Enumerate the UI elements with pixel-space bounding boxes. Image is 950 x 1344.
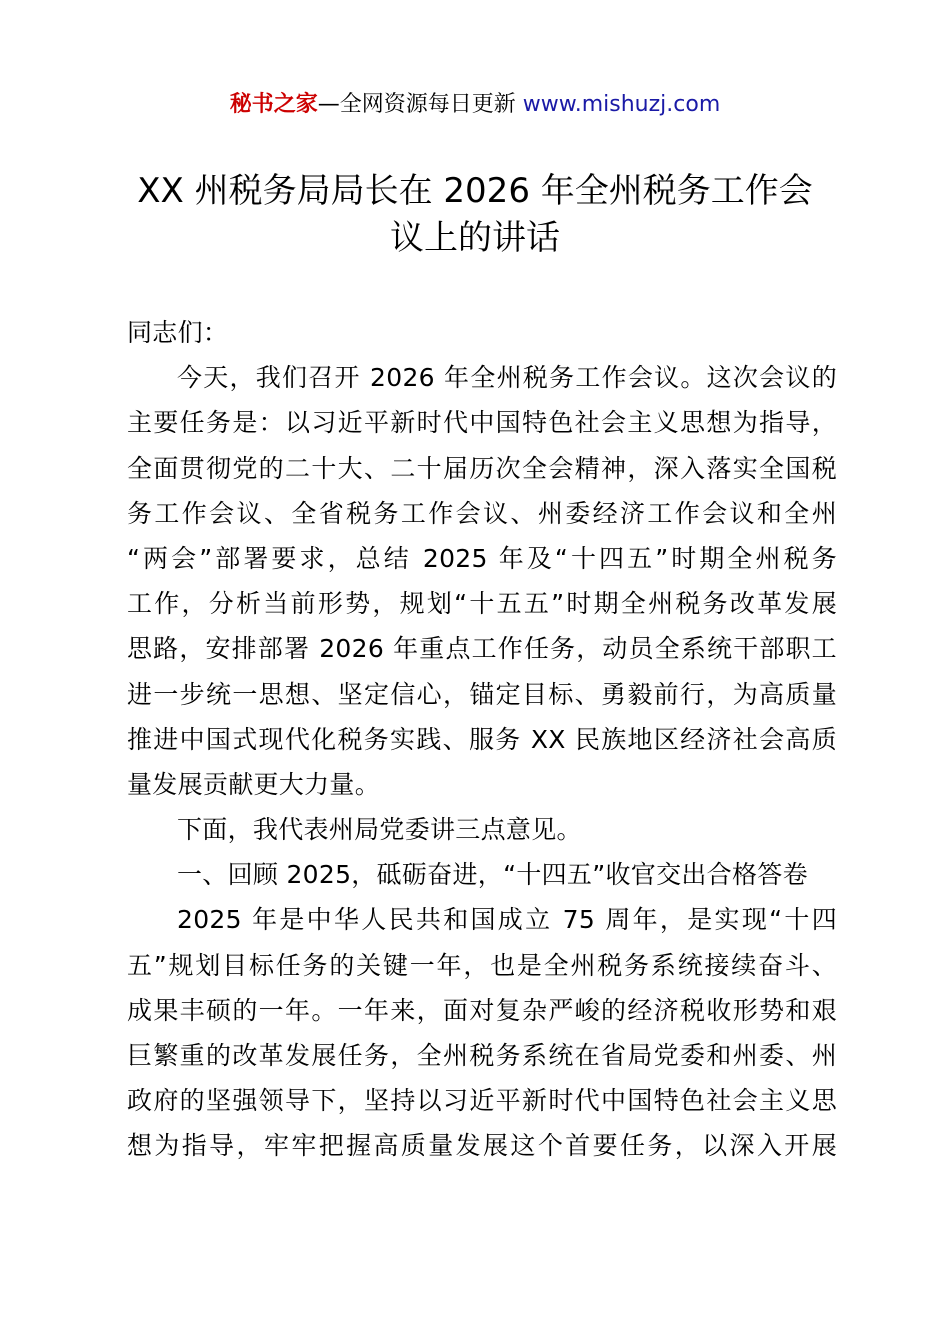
paragraph-line: 思路，安排部署 2026 年重点工作任务，动员全系统干部职工 — [127, 634, 837, 664]
paragraph-line: 想为指导，牢牢把握高质量发展这个首要任务，以深入开展 — [127, 1131, 837, 1161]
paragraph-line: 五”规划目标任务的关键一年，也是全州税务系统接续奋斗、 — [127, 950, 837, 980]
paragraph-line: 推进中国式现代化税务实践、服务 XX 民族地区经济社会高质 — [127, 724, 837, 754]
site-header — [0, 88, 950, 122]
header-tagline: —全网资源每日更新 — [317, 92, 516, 117]
paragraph-line: 政府的坚强领导下，坚持以习近平新时代中国特色社会主义思 — [127, 1086, 837, 1116]
paragraph-line: 务工作会议、全省税务工作会议、州委经济工作会议和全州 — [127, 498, 837, 528]
salutation: 同志们： — [127, 318, 229, 347]
site-url-link[interactable]: www.mishuzj.com — [522, 92, 721, 117]
paragraph-line: 全面贯彻党的二十大、二十届历次全会精神，深入落实全国税 — [127, 453, 837, 483]
paragraph-line: 巨繁重的改革发展任务，全州税务系统在省局党委和州委、州 — [127, 1041, 837, 1070]
paragraph-line: 量发展贡献更大力量。 — [127, 769, 381, 799]
document-title — [110, 168, 840, 262]
paragraph-line: 工作，分析当前形势，规划“十五五”时期全州税务改革发展 — [127, 589, 837, 619]
brand-name: 秘书之家 — [229, 92, 318, 117]
paragraph-line: 进一步统一思想、坚定信心，锚定目标、勇毅前行，为高质量 — [127, 679, 837, 709]
paragraph-line: 今天，我们召开 2026 年全州税务工作会议。这次会议的 — [177, 363, 837, 393]
title-line-1: XX 州税务局局长在 2026 年全州税务工作会 — [137, 171, 813, 211]
title-line-2: 议上的讲话 — [390, 218, 560, 258]
paragraph-line: “两会”部署要求，总结 2025 年及“十四五”时期全州税务 — [127, 543, 837, 573]
paragraph-line: 2025 年是中华人民共和国成立 75 周年，是实现“十四 — [177, 905, 837, 935]
paragraph-line: 成果丰硕的一年。一年来，面对复杂严峻的经济税收形势和艰 — [127, 995, 837, 1025]
paragraph-line: 主要任务是：以习近平新时代中国特色社会主义思想为指导， — [127, 408, 837, 438]
section-heading: 一、回顾 2025，砥砺奋进，“十四五”收官交出合格答卷 — [177, 860, 808, 890]
paragraph-line: 下面，我代表州局党委讲三点意见。 — [177, 815, 582, 845]
document-body — [127, 310, 837, 1169]
